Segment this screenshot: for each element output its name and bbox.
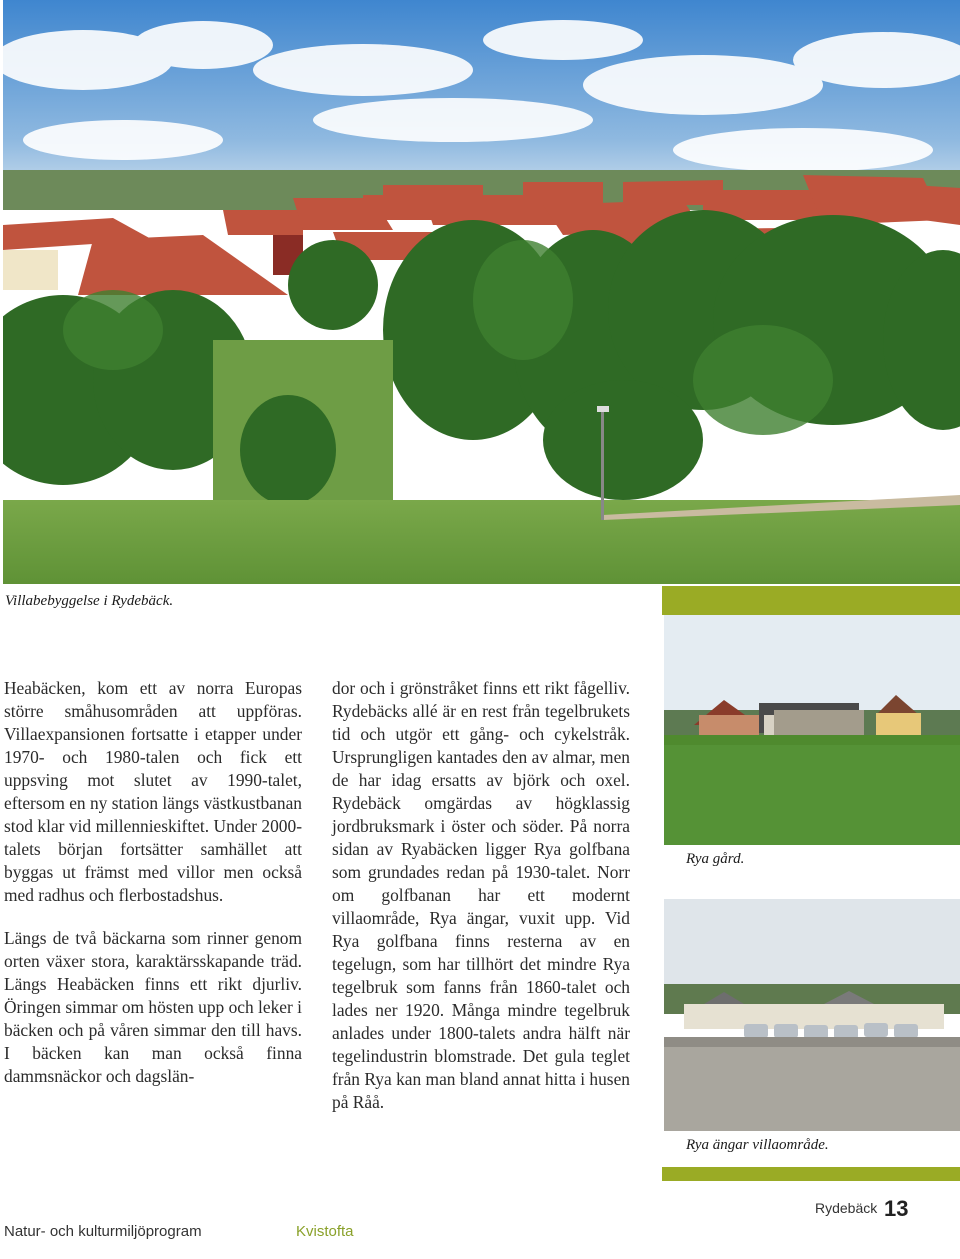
accent-bar-bottom [662, 1167, 960, 1181]
paragraph: Heabäcken, kom ett av norra Europas större småhusområden att uppföras. Villaexpansionen fortsatte i etapper under 1970- och 1980-talen och fick ett uppsving mot slutet av 1990-talet, eftersom en ny station längs västkustbanan stod klar vid millennieskiftet. Under 2000-talets början fortsätter samhället att byggas ut främst med villor men också med radhus och flerbostadshus. [4, 678, 302, 905]
photo-rya-gard-caption: Rya gård. [686, 851, 745, 867]
main-photo-villas [3, 0, 960, 584]
footer-place: Rydebäck [815, 1200, 878, 1216]
paragraph: Längs de två bäckarna som rinner genom orten växer stora, karaktärsskapande träd. Längs Heabäcken finns ett rikt djurliv. Öringen simmar om hösten upp och leker i bäcken och på våren simmar den till havs. I bäcken kan man också finna dammsnäckor och dagslän- [4, 928, 302, 1086]
photo-rya-angar [664, 899, 960, 1131]
text-column-left [4, 677, 302, 1108]
footer-area: Kvistofta [296, 1223, 354, 1240]
paragraph: dor och i grönstråket finns ett rikt fågelliv. Rydebäcks allé är en rest från tegelbrukets tid och utgör ett gång- och cykelstråk. Ursprungligen kantades den av almar, men de har idag ersatts av björk och oxel. Rydebäck omgärdas av högklassig jordbruksmark i öster och söder. På norra sidan av Ryabäcken ligger Rya golfbana som grundades redan på 1930-talet. Norr om golfbanan har ett modernt villaområde, Rya ängar, vuxit upp. Vid Rya golfbana finns resterna av en tegelugn, som har tillhört det mindre Rya tegelbruk som fanns från 1860-talet och lades ner 1920. Många mindre tegelbruk anlades under 1800-talets andra hälft när tegelindustrin blomstrade. Det gula teglet från Rya kan man bland annat hitta i husen på Råå. [332, 678, 630, 1112]
text-column-right [332, 677, 630, 1134]
photo-rya-angar-caption: Rya ängar villaområde. [686, 1137, 829, 1153]
main-photo-caption: Villabebyggelse i Rydebäck. [5, 593, 174, 609]
accent-bar-top [662, 586, 960, 615]
photo-rya-gard [664, 615, 960, 845]
footer-program: Natur- och kulturmiljöprogram [4, 1223, 202, 1240]
page-number: 13 [884, 1196, 909, 1221]
